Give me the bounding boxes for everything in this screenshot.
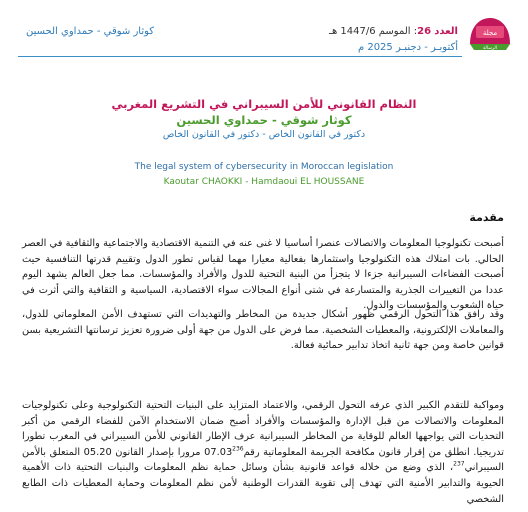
paragraph <box>22 398 504 507</box>
header-divider <box>18 56 462 57</box>
paragraph-3-part-b: مرورا بإصدار القانون 05.20 المتعلق بالأمن السيبراني <box>22 446 504 474</box>
paragraph-1-text: أصبحت تكنولوجيا المعلومات والاتصالات عنصرا أساسيا لا غنى عنه في التنمية الاقتصادية والاجتماعية والثقافية في العصر الحالي. بات امتلاك هذه التكنولوجيا واستثمارها بفعالية معيارا مهما لقياس تطور الدول وتقييم قدرتها التنافسية حيث أصبحت الفضاءات السيبرانية جزءا لا يتجزأ من البنية التحتية للدول والأفراد والمؤسسات. مما جعل العالم يشهد اليوم عددا من التغييرات الجذرية والمتسارعة في شتى أنواع المجالات سواء الاقتصادية، السياسية و الثقافية والتي أثرت في حياة الشعوب والمؤسسات والدول. <box>22 238 504 312</box>
article-authors-arabic: كوثار شوقي - حمداوي الحسين <box>176 113 352 127</box>
paragraph <box>22 236 504 314</box>
paragraph-2-text: وقد رافق هذا التحول الرقمي ظهور أشكال جديدة من المخاطر والتهديدات التي تستهدف الأمن المعلوماتي للدول، والمعاملات الإلكترونية، والمعطيات الشخصية. مما فرض على الدول من جهة أولى ضرورة تعزيز ترسانتها التشريعية بسن قوانين خاصة ومن جهة ثانية اتخاذ تدابير حمائية فعالة. <box>22 309 504 352</box>
header-authors: كوثار شوقي - حمداوي الحسين <box>26 26 155 37</box>
svg-text:مجلة: مجلة <box>482 29 498 37</box>
intro-heading: مقدمة <box>469 211 504 224</box>
article-title-english: The legal system of cybersecurity in Moroccan legislation <box>134 162 394 172</box>
issue-label: العدد <box>434 26 458 37</box>
paragraph-3-part-c: ، الذي وضع من خلاله قواعد قانونية بشأن وسائل حماية نظم المعلومات والبنيات التحتية ذات الأهمية الحيوية والتدابير الأمنية التي تهدف إلى تقوية القدرات الوطنية لأمن نظم المعلومات وحماية المعطيات ذات الطابع الشخصي <box>22 462 504 505</box>
issue-season: : الموسم 1447/6 هـ <box>329 26 418 37</box>
page-header <box>0 0 528 60</box>
footnote-ref[interactable]: 236 <box>232 445 244 453</box>
svg-text:الرسالة: الرسالة <box>482 46 498 51</box>
paragraph-3-part-a: ومواكبة للتقدم الكبير الذي عرفه التحول الرقمي، والاعتماد المتزايد على البنيات التحتية التكنولوجية وعلى تكنولوجيات المعلومات والاتصالات من قبل الإدارة والمؤسسات والأفراد أصبح ضمان الاستخدام الآمن للفضاء الرقمي من أكبر التحديات التي يواجهها العالم للوقاية من المخاطر السيبرانية عرف الإطار القانوني للأمن السيبراني في المغرب تطورا تدريجيا. انطلق من إقرار قانون مكافحة الجريمة المعلوماتية رقم07.03 <box>22 400 504 458</box>
issue-info <box>329 26 458 37</box>
issue-months: أكتوبـر - دجنبـر 2025 م <box>357 42 458 53</box>
paragraph-3-text <box>22 398 504 507</box>
article-authors-english: Kaoutar CHAOKKI - Hamdaoui EL HOUSSANE <box>163 177 365 187</box>
article-affiliation-arabic: دكتور في القانون الخاص - دكتور في القانون الخاص <box>162 129 366 140</box>
journal-logo <box>466 14 514 52</box>
article-title-arabic: النظام القانوني للأمن السيبراني في التشريع المغربي <box>111 97 417 111</box>
footnote-ref[interactable]: 237 <box>453 461 465 469</box>
paragraph <box>22 307 504 354</box>
issue-number: 26 <box>417 26 432 37</box>
